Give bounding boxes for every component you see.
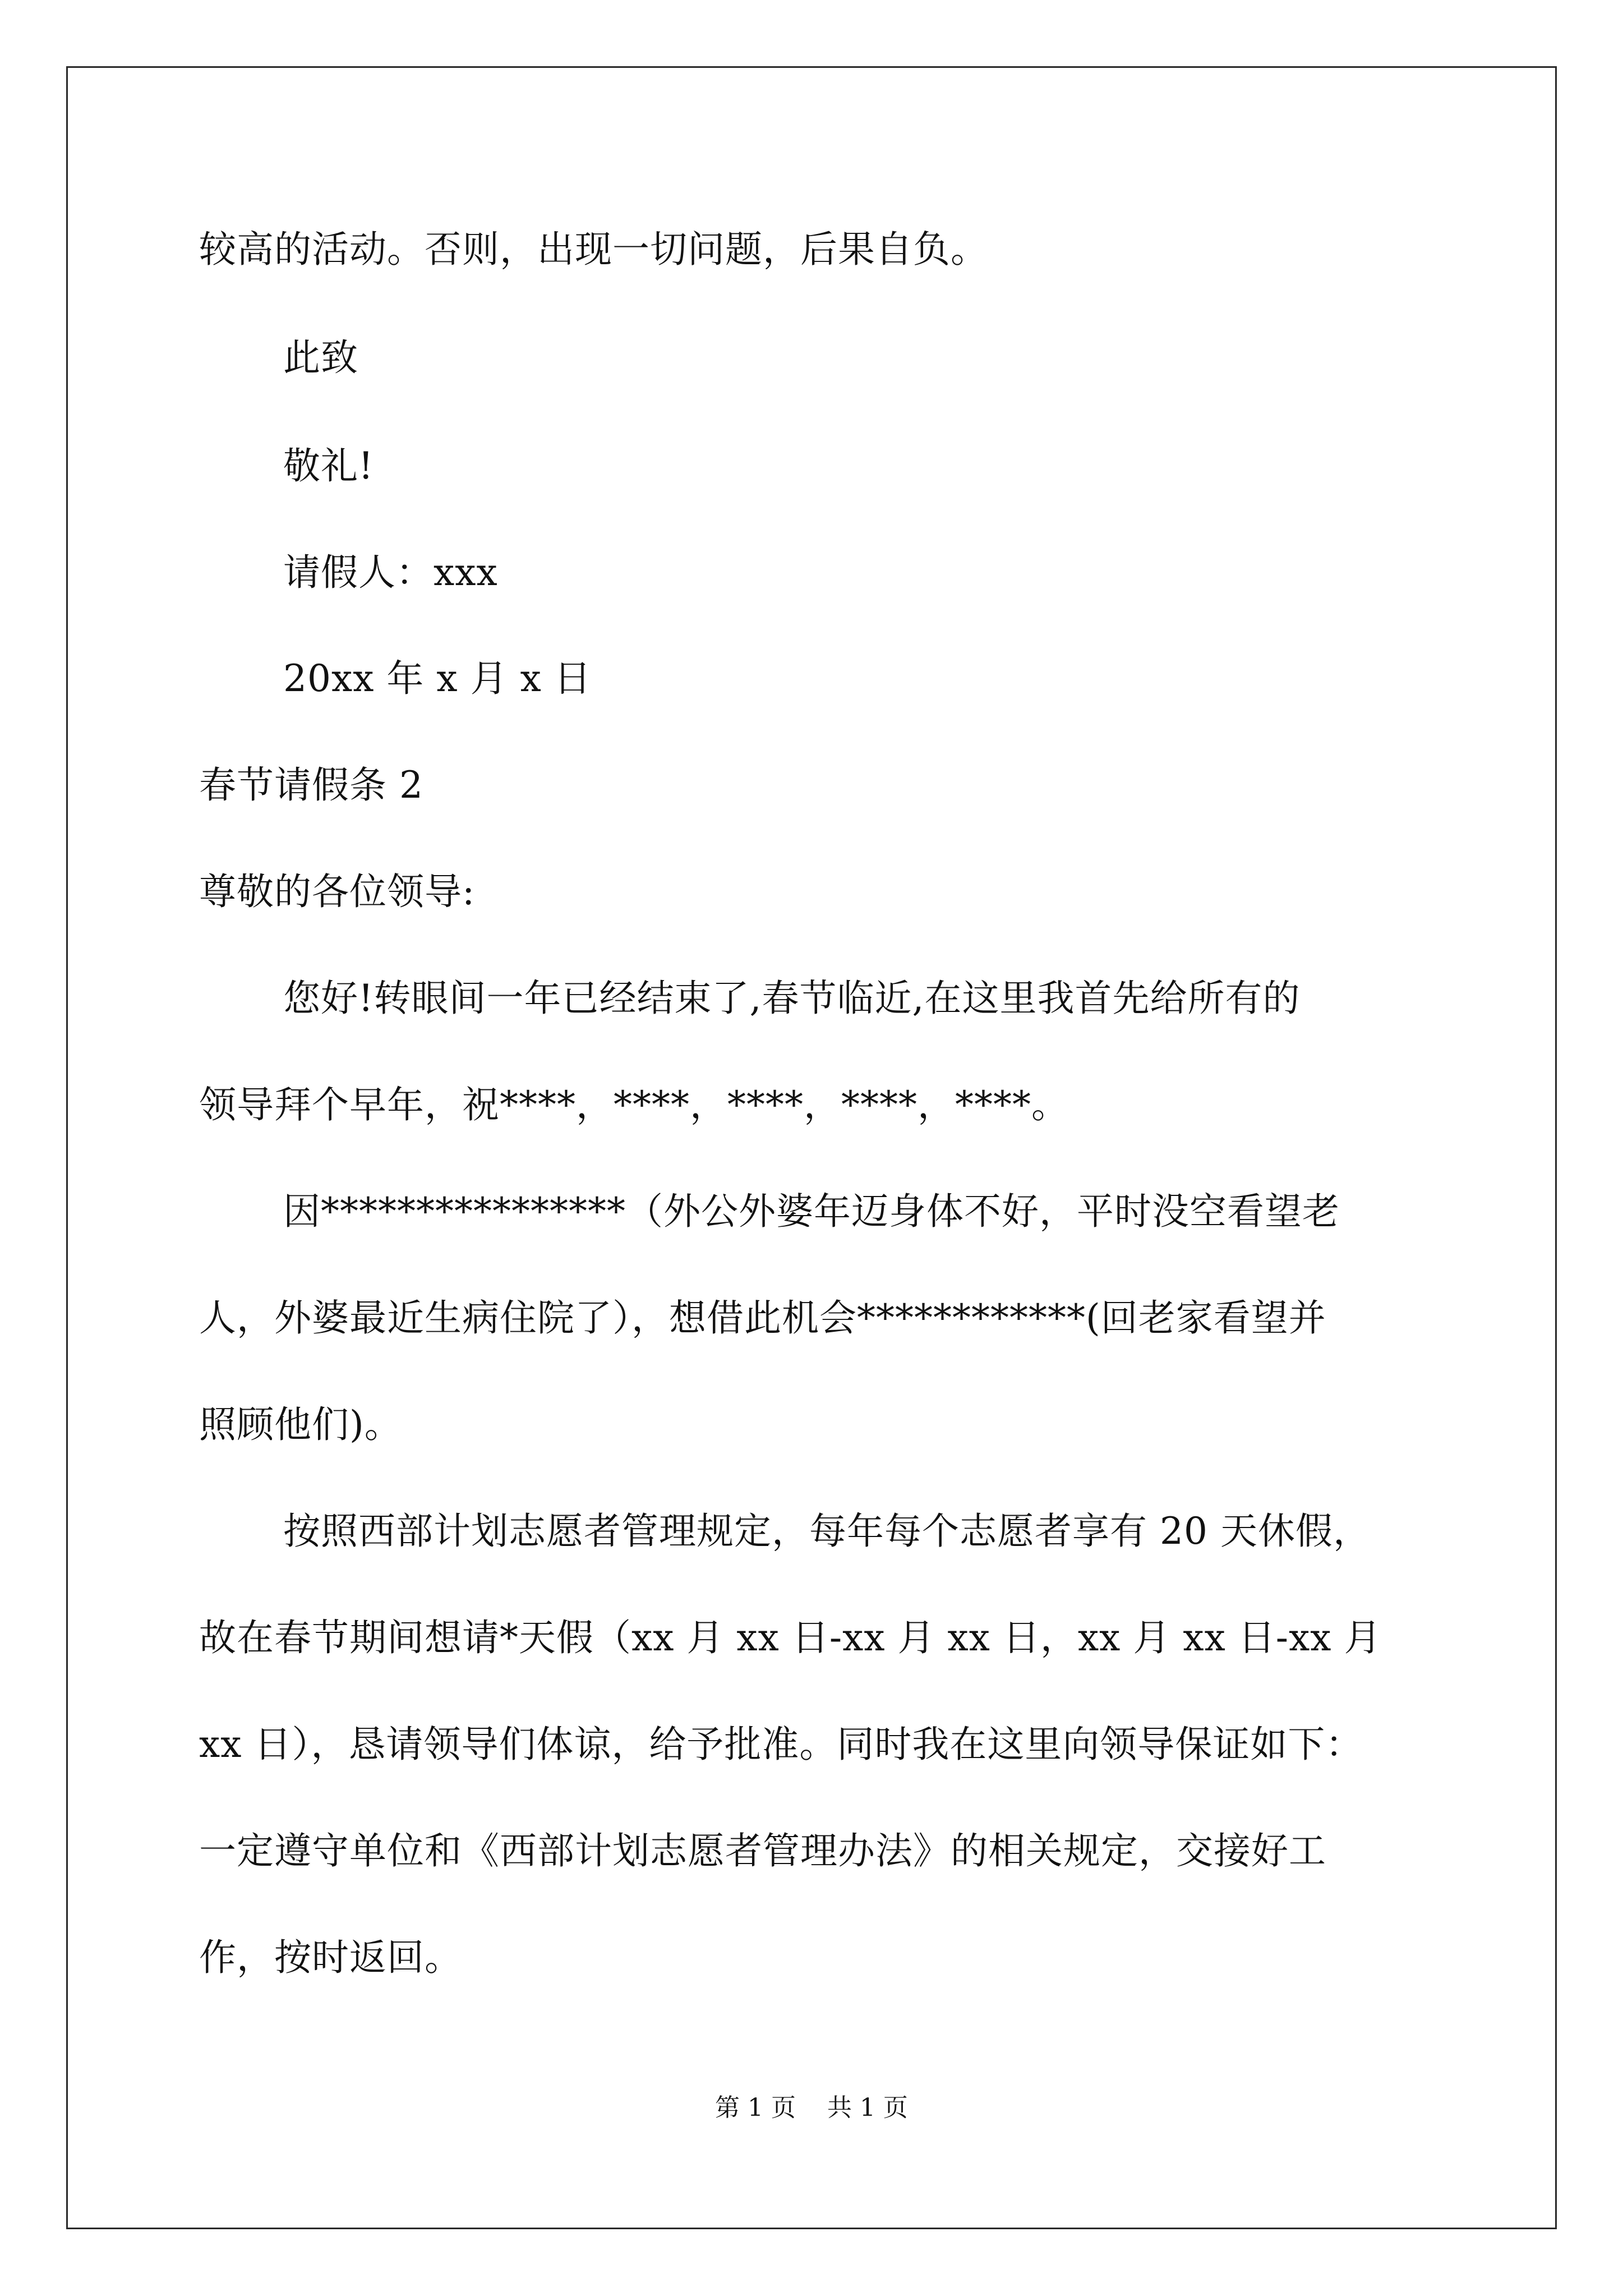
- closing-regards: 敬礼!: [283, 444, 374, 487]
- body-line-3: 领导拜个早年，祝****，****，****，****，****。: [199, 1083, 1069, 1126]
- applicant-line: 请假人：xxx: [283, 551, 498, 594]
- greeting-line: 尊敬的各位领导:: [199, 870, 476, 913]
- closing-salutation: 此致: [283, 336, 358, 379]
- section-title: 春节请假条 2: [199, 763, 423, 807]
- body-line-10: 一定遵守单位和《西部计划志愿者管理办法》的相关规定，交接好工: [199, 1829, 1326, 1872]
- body-line-4: 因****************（外公外婆年迈身体不好，平时没空看望老: [283, 1190, 1340, 1233]
- body-line-11: 作，按时返回。: [199, 1936, 462, 1979]
- body-line-7: 按照西部计划志愿者管理规定，每年每个志愿者享有 20 天休假，: [283, 1510, 1371, 1553]
- body-line-1: 较高的活动。否则，出现一切问题，后果自负。: [199, 228, 988, 271]
- page-footer: 第 1 页 共 1 页: [715, 2093, 908, 2122]
- body-line-2: 您好!转眼间一年已经结束了,春节临近,在这里我首先给所有的: [283, 977, 1301, 1020]
- body-line-8: 故在春节期间想请*天假（xx 月 xx 日-xx 月 xx 日，xx 月 xx 日-xx 月: [199, 1616, 1382, 1659]
- body-line-5: 人，外婆最近生病住院了），想借此机会************(回老家看望并: [199, 1296, 1326, 1340]
- date-line: 20xx 年 x 月 x 日: [283, 657, 592, 700]
- body-line-9: xx 日），恳请领导们体谅，给予批准。同时我在这里向领导保证如下：: [199, 1723, 1363, 1766]
- page-border: [66, 66, 1557, 2229]
- body-line-6: 照顾他们)。: [199, 1403, 402, 1446]
